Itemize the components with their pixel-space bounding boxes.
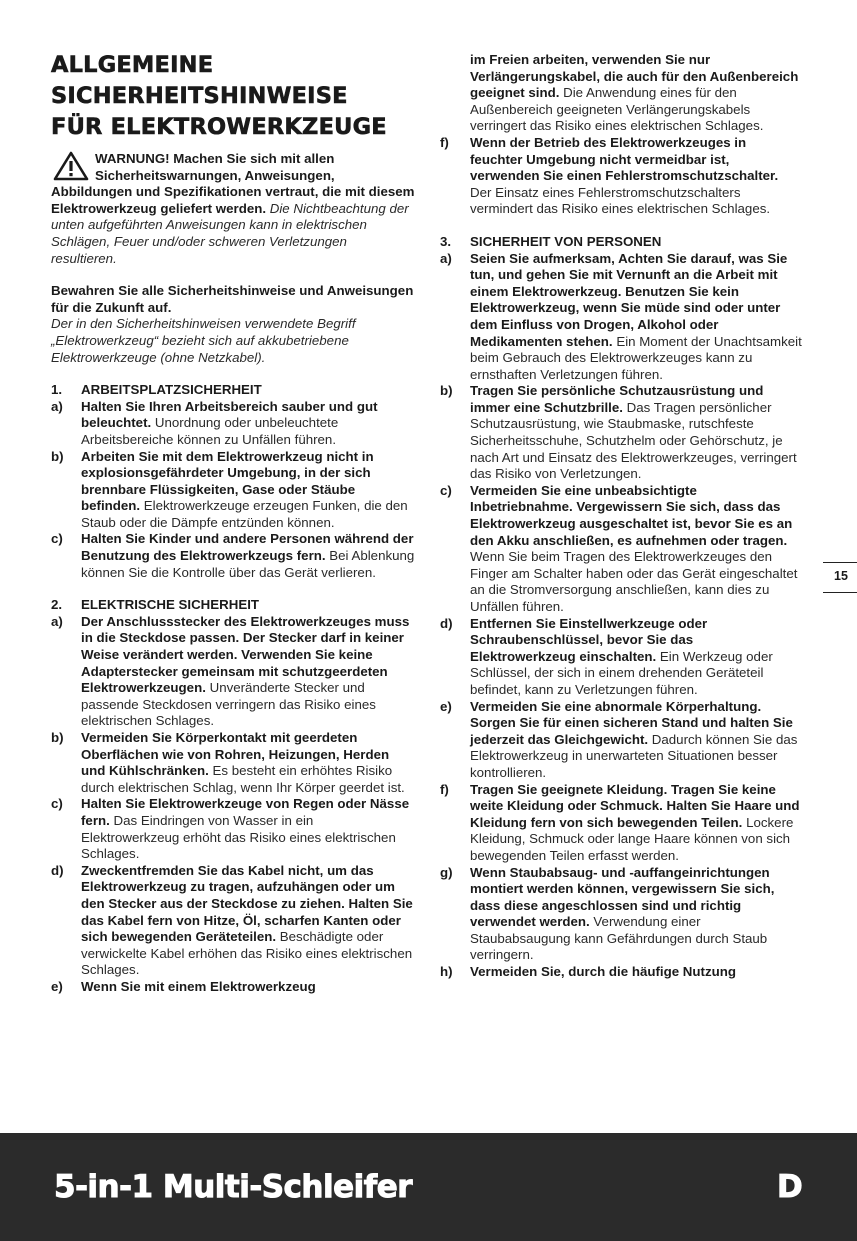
section-1-items xyxy=(51,399,415,582)
keep-instructions-note: Der in den Sicherheitshinweisen verwendete Begriff „Elektrowerkzeug“ bezieht sich auf akkubetriebene Elektrowerkzeuge (ohne Netzkabel). xyxy=(51,316,356,365)
list-item: im Freien arbeiten, verwenden Sie nur Verlängerungskabel, die auch für den Außenbereich geeignet sind. Die Anwendung eines für den Außenbereich geeigneten Verlängerungskabels verringert das Risiko eines elektrischen Schlages. xyxy=(470,52,799,134)
warning-consequence: Die Nichtbeachtung der unten aufgeführten Anweisungen kann in elektrischen Schlägen, Feuer und/oder schweren Verletzungen resultieren. xyxy=(51,200,409,266)
list-item: c) Halten Sie Elektrowerkzeuge von Regen oder Nässe fern. Das Eindringen von Wasser in ein Elektrowerkzeug erhöht das Risiko eines elektrischen Schlages. xyxy=(51,796,410,862)
section-1-heading: 1. ARBEITSPLATZSICHERHEIT xyxy=(51,382,262,398)
list-item: h) Vermeiden Sie, durch die häufige Nutzung xyxy=(440,964,736,980)
list-item: g) Wenn Staubabsaug- und -auffangeinrichtungen montiert werden können, vergewissern Sie sich, dass diese angeschlossen sind und richtig verwendet werden. Verwendung einer Staubabsaugung kann Gefährdungen durch Staub verringern. xyxy=(440,864,775,963)
right-column xyxy=(440,52,802,981)
list-item: e) Wenn Sie mit einem Elektrowerkzeug xyxy=(51,978,316,994)
language-code: D xyxy=(777,1169,803,1205)
section-3-items xyxy=(440,251,802,981)
section-2-continued xyxy=(440,52,802,218)
list-item: d) Zweckentfremden Sie das Kabel nicht, um das Elektrowerkzeug zu tragen, aufzuhängen oder um den Stecker aus der Steckdose zu ziehen. Halten Sie das Kabel fern von Hitze, Öl, scharfen Kanten oder sich bewegenden Geräteteilen. Beschädigte oder verwickelte Kabel erhöhen das Risiko eines elektrischen Schlages. xyxy=(51,862,413,978)
title-line-3: FÜR ELEKTROWERKZEUGE xyxy=(51,114,387,140)
keep-instructions xyxy=(51,283,415,366)
left-column xyxy=(51,50,415,996)
page-number: 15 xyxy=(834,569,848,583)
keep-instructions-bold: Bewahren Sie alle Sicherheitshinweise und Anweisungen für die Zukunft auf. xyxy=(51,283,414,315)
page-number-rule-bottom xyxy=(823,592,857,593)
list-item: a) Halten Sie Ihren Arbeitsbereich sauber und gut beleuchtet. Unordnung oder unbeleuchtete Arbeitsbereiche können zu Unfällen führen. xyxy=(51,398,378,447)
list-item: e) Vermeiden Sie eine abnormale Körperhaltung. Sorgen Sie für einen sicheren Stand und halten Sie jederzeit das Gleichgewicht. Dadurch können Sie das Elektrowerkzeug in unerwarteten Situationen besser kontrollieren. xyxy=(440,698,798,780)
title-line-1: ALLGEMEINE xyxy=(51,52,214,78)
list-item: c) Vermeiden Sie eine unbeabsichtigte Inbetriebnahme. Vergewissern Sie sich, dass das Elektrowerkzeug ausgeschaltet ist, bevor Sie es an den Akku anschließen, es aufnehmen oder tragen. Wenn Sie beim Tragen des Elektrowerkzeuges den Finger am Schalter haben oder das Gerät eingeschaltet an die Stromversorgung anschließen, kann dies zu Unfällen führen. xyxy=(440,482,798,614)
list-item: b) Vermeiden Sie Körperkontakt mit geerdeten Oberflächen wie von Rohren, Heizungen, Herden und Kühlschränken. Es besteht ein erhöhtes Risiko durch elektrischen Schlag, wenn Ihr Körper geerdet ist. xyxy=(51,730,405,795)
list-item: a) Der Anschlussstecker des Elektrowerkzeuges muss in die Steckdose passen. Der Stecker darf in keiner Weise verändert werden. Verwenden Sie keine Adapterstecker gemeinsam mit schutzgeerdeten Elektrowerkzeugen. Unveränderte Stecker und passende Steckdosen verringern das Risiko eines elektrischen Schlages. xyxy=(51,613,410,729)
page-number-rule-top xyxy=(823,562,857,563)
list-item: c) Halten Sie Kinder und andere Personen während der Benutzung des Elektrowerkzeugs fern. Bei Ablenkung können Sie die Kontrolle über das Gerät verlieren. xyxy=(51,531,415,580)
list-item: a) Seien Sie aufmerksam, Achten Sie darauf, was Sie tun, und gehen Sie mit Vernunft an die Arbeit mit einem Elektrowerkzeug. Benutzen Sie kein Elektrowerkzeug, wenn Sie müde sind oder unter dem Einfluss von Drogen, Alkohol oder Medikamenten stehen. Ein Moment der Unachtsamkeit beim Gebrauch des Elektrowerkzeuges kann zu ernsthaften Verletzungen führen. xyxy=(440,250,802,382)
list-item: b) Arbeiten Sie mit dem Elektrowerkzeug nicht in explosionsgefährdeter Umgebung, in der sich brennbare Flüssigkeiten, Gase oder Stäube befinden. Elektrowerkzeuge erzeugen Funken, die den Staub oder die Dämpfe entzünden können. xyxy=(51,448,408,530)
warning-block xyxy=(51,151,415,267)
footer-bar xyxy=(0,1133,857,1241)
section-3-heading: 3. SICHERHEIT VON PERSONEN xyxy=(440,233,662,249)
section-2-items xyxy=(51,614,415,996)
section-2-heading: 2. ELEKTRISCHE SICHERHEIT xyxy=(51,597,260,613)
warning-triangle-icon xyxy=(53,151,89,181)
list-item: b) Tragen Sie persönliche Schutzausrüstung und immer eine Schutzbrille. Das Tragen persönlicher Schutzausrüstung, wie Staubmaske, rutschfeste Sicherheitsschuhe, Schutzhelm oder Gehörschutz, je nach Art und Einsatz des Elektrowerkzeuges, verringert das Risiko von Verletzungen. xyxy=(440,383,797,482)
list-item: f) Wenn der Betrieb des Elektrowerkzeuges in feuchter Umgebung nicht vermeidbar ist, verwenden Sie einen Fehlerstromschutzschalter. Der Einsatz eines Fehlerstromschutzschalters vermindert das Risiko eines elektrischen Schlages. xyxy=(440,134,779,217)
title-line-2: SICHERHEITSHINWEISE xyxy=(51,83,348,109)
warning-text: WARNUNG! Machen Sie sich mit allen Sicherheitswarnungen, Anweisungen, Abbildungen und Spezifikationen vertraut, die mit diesem Elektrowerkzeug geliefert werden. xyxy=(51,151,415,216)
list-item: d) Entfernen Sie Einstellwerkzeuge oder Schraubenschlüssel, bevor Sie das Elektrowerkzeug einschalten. Ein Werkzeug oder Schlüssel, der sich in einem drehenden Geräteteil befindet, kann zu Verletzungen führen. xyxy=(440,615,773,697)
list-item: f) Tragen Sie geeignete Kleidung. Tragen Sie keine weite Kleidung oder Schmuck. Halten Sie Haare und Kleidung fern von sich bewegenden Teilen. Lockere Kleidung, Schmuck oder lange Haare können von sich bewegenden Teilen erfasst werden. xyxy=(440,781,800,863)
page-title xyxy=(51,50,415,143)
product-title: 5-in-1 Multi-Schleifer xyxy=(54,1169,413,1205)
